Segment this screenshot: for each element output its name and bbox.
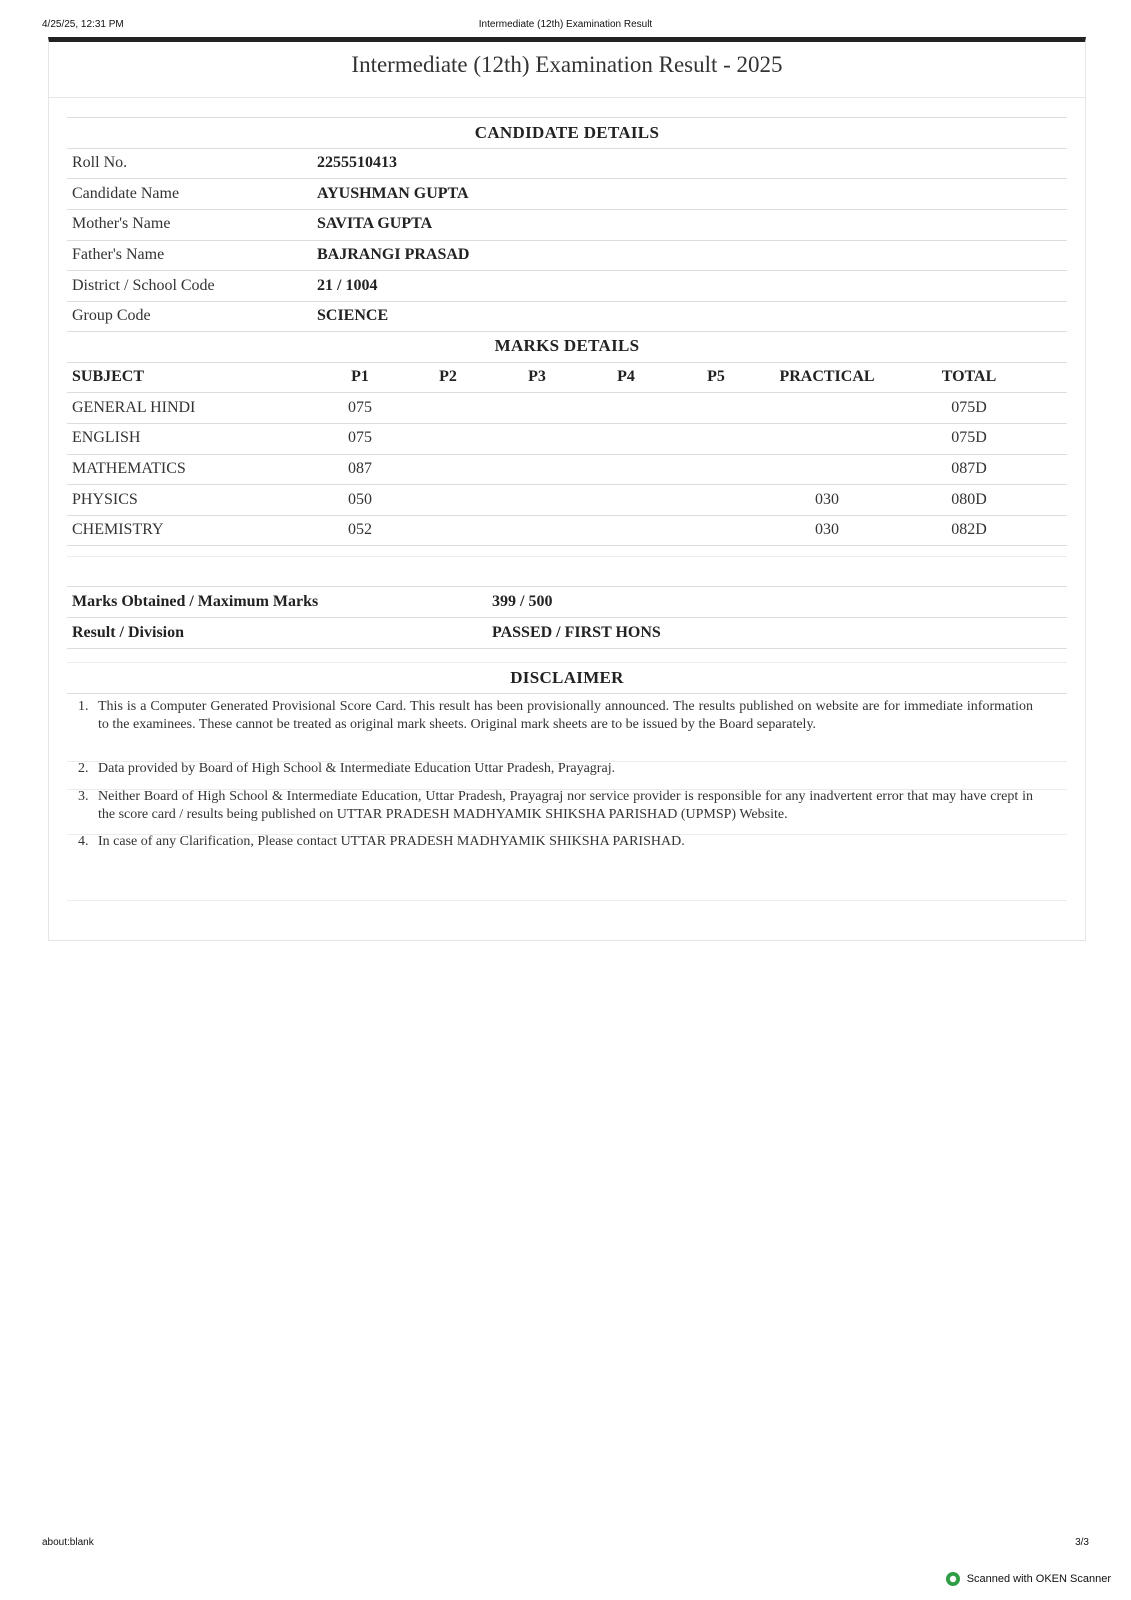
marks-row bbox=[67, 515, 1067, 545]
disclaimer-item-text: This is a Computer Generated Provisional Score Card. This result has been provisionally announced. The results published on website are for immediate information to the examinees. These cannot be treated as original mark sheets. Original mark sheets are to be issued by the Board separately. bbox=[98, 699, 1033, 732]
column-header-p2: P2 bbox=[439, 368, 457, 385]
detail-value: 2255510413 bbox=[317, 154, 397, 171]
summary-value: 399 / 500 bbox=[492, 593, 553, 610]
column-header-p4: P4 bbox=[617, 368, 635, 385]
column-header-p3: P3 bbox=[528, 368, 546, 385]
detail-label: Mother's Name bbox=[72, 215, 171, 232]
column-header-total: TOTAL bbox=[941, 368, 997, 385]
marks-row bbox=[67, 393, 1067, 423]
detail-label: Candidate Name bbox=[72, 185, 180, 202]
detail-value: 21 / 1004 bbox=[317, 277, 378, 294]
scanner-label: Scanned with OKEN Scanner bbox=[966, 1573, 1111, 1585]
candidate-details-heading: CANDIDATE DETAILS bbox=[474, 123, 660, 142]
disclaimer-item-text: Neither Board of High School & Intermediate Education, Uttar Pradesh, Prayagraj nor service provider is responsible for any inadvertent error that may have crept in the score card / results being published on UTTAR PRADESH MADHYAMIK SHIKSHA PARISHAD (UPMSP) Website. bbox=[98, 789, 1033, 822]
subject-cell: PHYSICS bbox=[72, 491, 138, 508]
print-datetime: 4/25/25, 12:31 PM bbox=[42, 19, 124, 30]
print-footer bbox=[42, 1537, 1089, 1551]
divider bbox=[67, 556, 1067, 557]
subject-cell: GENERAL HINDI bbox=[72, 399, 196, 416]
summary-label: Marks Obtained / Maximum Marks bbox=[72, 593, 319, 610]
detail-row-group-code bbox=[67, 301, 1067, 331]
subject-cell: CHEMISTRY bbox=[72, 521, 164, 538]
detail-value: SAVITA GUPTA bbox=[317, 215, 433, 232]
summary-value: PASSED / FIRST HONS bbox=[492, 624, 661, 641]
disclaimer-item bbox=[78, 788, 1033, 824]
disclaimer-item bbox=[78, 760, 1033, 778]
disclaimer-item-text: Data provided by Board of High School & Intermediate Education Uttar Pradesh, Prayagraj. bbox=[98, 761, 616, 776]
detail-row-father-name bbox=[67, 240, 1067, 270]
disclaimer-item-text: In case of any Clarification, Please contact UTTAR PRADESH MADHYAMIK SHIKSHA PARISHAD. bbox=[98, 834, 685, 849]
print-page-title: Intermediate (12th) Examination Result bbox=[478, 19, 653, 30]
detail-row-district-school-code bbox=[67, 271, 1067, 301]
detail-row-mother-name bbox=[67, 209, 1067, 239]
column-header-subject: SUBJECT bbox=[72, 368, 145, 385]
column-header-practical: PRACTICAL bbox=[779, 368, 875, 385]
marks-row bbox=[67, 485, 1067, 515]
summary-row-result bbox=[67, 618, 1067, 648]
total-cell: 082D bbox=[951, 521, 987, 538]
summary-row-marks bbox=[67, 587, 1067, 617]
print-page-number: 3/3 bbox=[1075, 1537, 1089, 1548]
detail-row-roll-no bbox=[67, 148, 1067, 178]
detail-label: Group Code bbox=[72, 307, 151, 324]
detail-label: Roll No. bbox=[72, 154, 128, 171]
marks-row bbox=[67, 423, 1067, 453]
total-cell: 075D bbox=[951, 429, 987, 446]
practical-cell: 030 bbox=[815, 521, 839, 538]
detail-value: AYUSHMAN GUPTA bbox=[317, 185, 469, 202]
oken-scanner-logo-icon bbox=[945, 1571, 961, 1587]
detail-label: District / School Code bbox=[72, 277, 215, 294]
marks-details-heading: MARKS DETAILS bbox=[494, 336, 640, 355]
title-divider bbox=[49, 97, 1085, 98]
disclaimer-item-number: 4. bbox=[78, 834, 89, 849]
marks-row bbox=[67, 454, 1067, 484]
divider bbox=[67, 900, 1067, 901]
disclaimer-item-number: 2. bbox=[78, 761, 89, 776]
detail-value: SCIENCE bbox=[317, 307, 389, 324]
print-header bbox=[42, 19, 1089, 33]
p1-cell: 087 bbox=[348, 460, 372, 477]
detail-row-candidate-name bbox=[67, 179, 1067, 209]
divider bbox=[67, 545, 1067, 546]
disclaimer-item-number: 3. bbox=[78, 789, 89, 804]
subject-cell: ENGLISH bbox=[72, 429, 141, 446]
disclaimer-item-number: 1. bbox=[78, 699, 89, 714]
print-url: about:blank bbox=[42, 1537, 94, 1548]
practical-cell: 030 bbox=[815, 491, 839, 508]
p1-cell: 075 bbox=[348, 399, 372, 416]
summary-label: Result / Division bbox=[72, 624, 185, 641]
total-cell: 075D bbox=[951, 399, 987, 416]
disclaimer-heading: DISCLAIMER bbox=[510, 668, 624, 687]
p1-cell: 052 bbox=[348, 521, 372, 538]
total-cell: 087D bbox=[951, 460, 987, 477]
disclaimer-item bbox=[78, 833, 1033, 851]
disclaimer-item bbox=[78, 698, 1033, 734]
p1-cell: 075 bbox=[348, 429, 372, 446]
detail-label: Father's Name bbox=[72, 246, 165, 263]
p1-cell: 050 bbox=[348, 491, 372, 508]
result-title: Intermediate (12th) Examination Result - 2025 bbox=[351, 52, 783, 77]
total-cell: 080D bbox=[951, 491, 987, 508]
scanner-watermark bbox=[945, 1571, 1111, 1587]
marks-header-row bbox=[67, 362, 1067, 392]
column-header-p1: P1 bbox=[351, 368, 369, 385]
divider bbox=[67, 693, 1067, 694]
detail-value: BAJRANGI PRASAD bbox=[317, 246, 470, 263]
divider bbox=[67, 648, 1067, 649]
subject-cell: MATHEMATICS bbox=[72, 460, 186, 477]
column-header-p5: P5 bbox=[707, 368, 725, 385]
